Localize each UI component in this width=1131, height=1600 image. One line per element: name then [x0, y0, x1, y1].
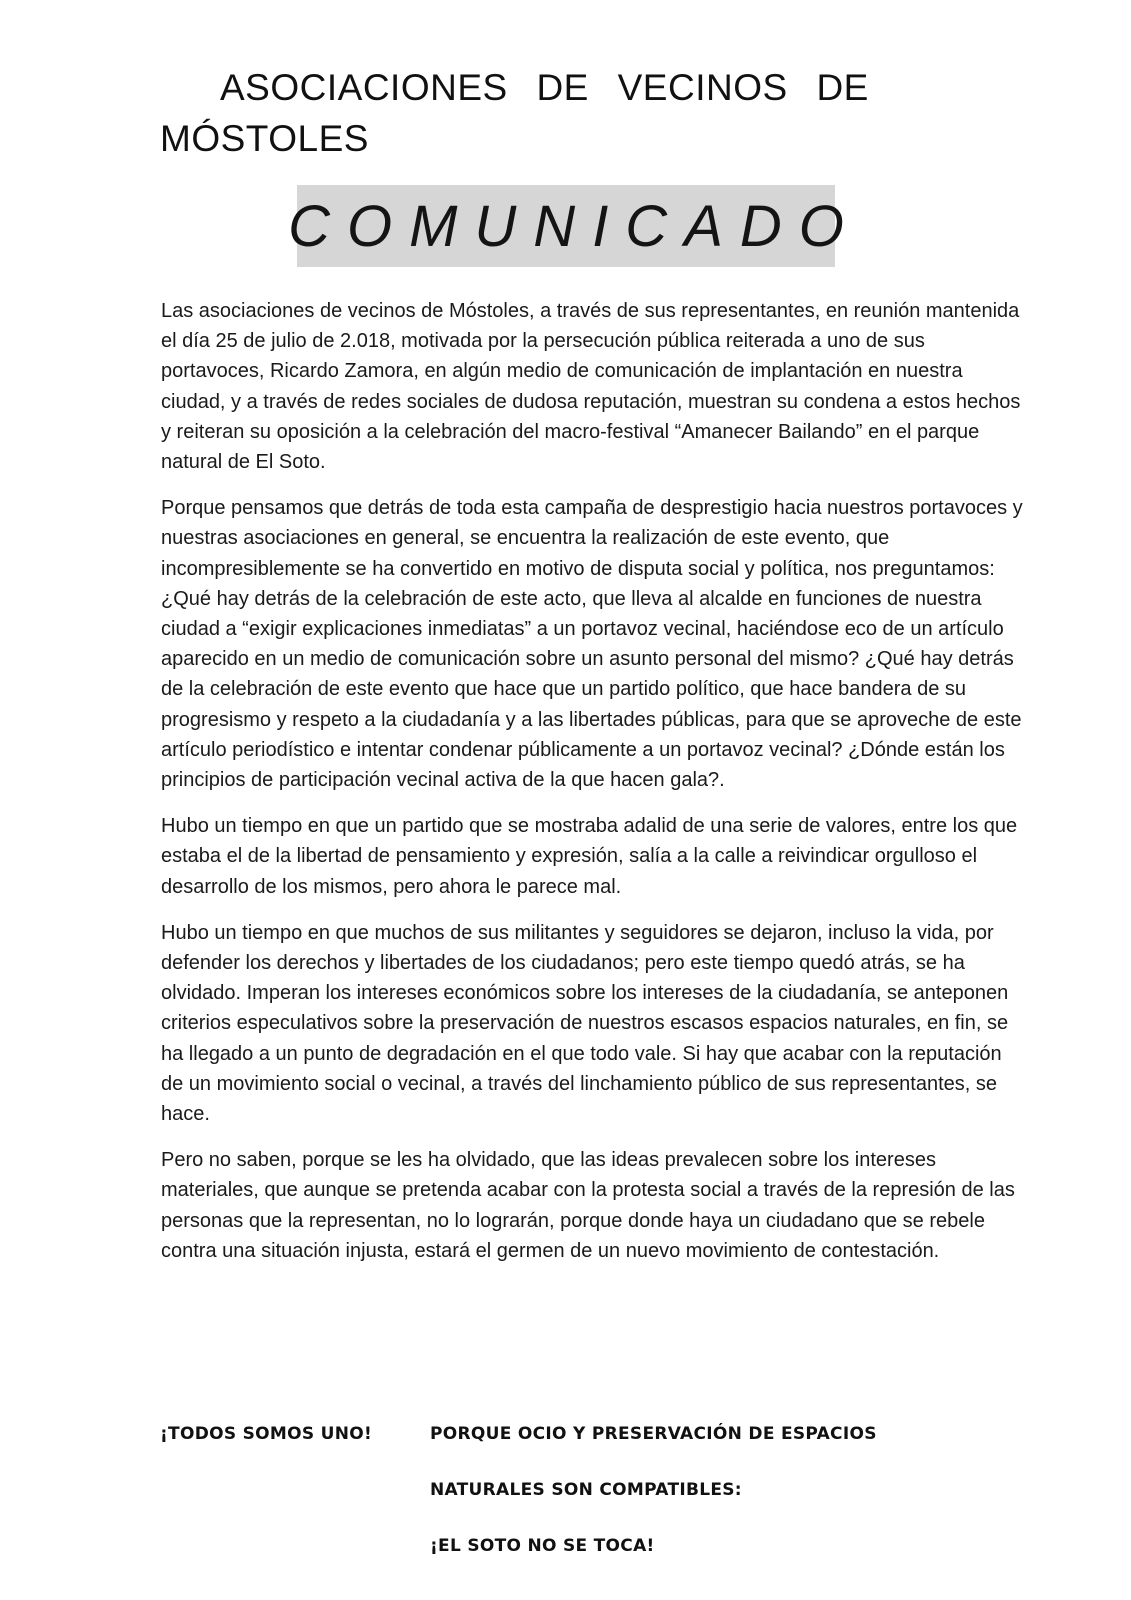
paragraph-5: Pero no saben, porque se les ha olvidado, que las ideas prevalecen sobre los intereses materiales, que aunque se pretenda acabar con la protesta social a través de la represión de las personas que la representan, no lo lograrán, porque donde haya un ciudadano que se rebele contra una situación injusta, estará el germen de un nuevo movimiento de contestación. — [161, 1149, 1015, 1262]
paragraph-4: Hubo un tiempo en que muchos de sus militantes y seguidores se dejaron, incluso la vida, por defender los derechos y libertades de los ciudadanos; pero este tiempo quedó atrás, se ha olvidado. Imperan los intereses económicos sobre los intereses de la ciudadanía, se anteponen criterios especulativos sobre la preservación de nuestros escasos espacios naturales, en fin, se ha llegado a un punto de degradación en el que todo vale. Si hay que acabar con la reputación de un movimiento social o vecinal, a través del linchamiento público de sus representantes, se hace. — [161, 921, 1009, 1126]
title-line-2: MÓSTOLES — [160, 118, 369, 159]
comunicado-banner — [288, 185, 861, 267]
paragraph-3: Hubo un tiempo en que un partido que se mostraba adalid de una serie de valores, entre los que estaba el de la libertad de pensamiento y expresión, salía a la calle a reivindicar orgulloso el desarrollo de los mismos, pero ahora le parece mal. — [161, 815, 1018, 898]
title-line-1: ASOCIACIONES DE VECINOS DE — [220, 67, 869, 108]
body-text — [161, 296, 1023, 1282]
slogan-ocio-line-1: PORQUE OCIO Y PRESERVACIÓN DE ESPACIOS — [430, 1424, 877, 1444]
slogan-el-soto: ¡EL SOTO NO SE TOCA! — [430, 1536, 655, 1556]
slogan-ocio-line-2: NATURALES SON COMPATIBLES: — [430, 1480, 742, 1500]
paragraph-1: Las asociaciones de vecinos de Móstoles, a través de sus representantes, en reunión mantenida el día 25 de julio de 2.018, motivada por la persecución pública reiterada a uno de sus portavoces, Ricardo Zamora, en algún medio de comunicación de implantación en nuestra ciudad, y a través de redes sociales de dudosa reputación, muestran su condena a estos hechos y reiteran su oposición a la celebración del macro-festival “Amanecer Bailando” en el parque natural de El Soto. — [161, 300, 1021, 474]
banner-text: COMUNICADO — [288, 193, 861, 259]
paragraph-2: Porque pensamos que detrás de toda esta campaña de desprestigio hacia nuestros portavoces y nuestras asociaciones en general, se encuentra la realización de este evento, que incompresiblemente se ha convertido en motivo de disputa social y política, nos preguntamos: ¿Qué hay detrás de la celebración de este acto, que lleva al alcalde en funciones de nuestra ciudad a “exigir explicaciones inmediatas” a un portavoz vecinal, haciéndose eco de un artículo aparecido en un medio de comunicación sobre un asunto personal del mismo? ¿Qué hay detrás de la celebración de este evento que hace que un partido político, que hace bandera de su progresismo y respeto a la ciudadanía y a las libertades públicas, para que se aproveche de este artículo periodístico e intentar condenar públicamente a un portavoz vecinal? ¿Dónde están los principios de participación vecinal activa de la que hacen gala?. — [161, 497, 1023, 792]
document-title — [160, 62, 880, 164]
slogan-todos-somos-uno: ¡TODOS SOMOS UNO! — [160, 1424, 373, 1444]
